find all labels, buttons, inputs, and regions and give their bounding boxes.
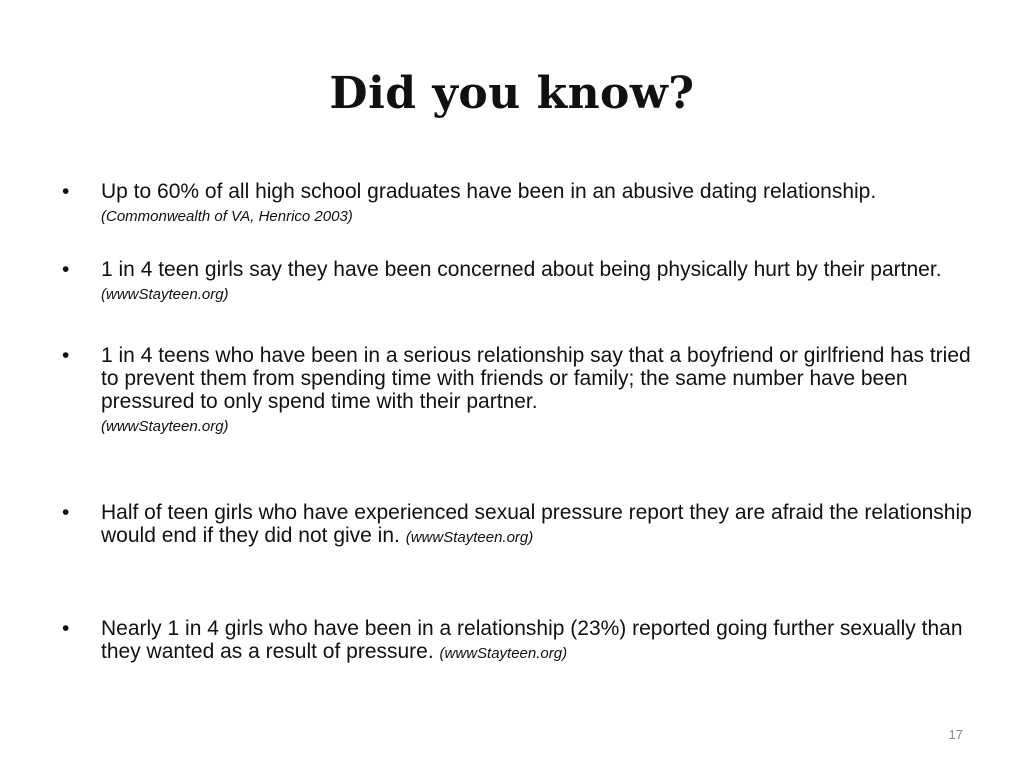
bullet-text: Up to 60% of all high school graduates have been in an abusive dating relationship.: [101, 180, 877, 203]
bullet-text: 1 in 4 teens who have been in a serious relationship say that a boyfriend or girlfriend has tried to prevent them from spending time with friends or family; the same number have been pressured to only spend time with their partner.: [101, 344, 971, 413]
slide-title: Did you know?: [329, 68, 695, 119]
bullet-text: 1 in 4 teen girls say they have been concerned about being physically hurt by their partner.: [101, 258, 942, 281]
bullet-item: [62, 617, 982, 665]
bullet-text: Half of teen girls who have experienced sexual pressure report they are afraid the relationship would end if they did not give in.: [101, 501, 972, 547]
bullet-source: (wwwStayteen.org): [439, 645, 568, 662]
bullet-item: [62, 344, 982, 438]
bullet-source: (Commonwealth of VA, Henrico 2003): [101, 208, 353, 225]
bullet-list: [62, 180, 982, 665]
bullet-item: [62, 501, 982, 549]
bullet-item: [62, 180, 982, 228]
bullet-source: (wwwStayteen.org): [405, 529, 534, 546]
bullet-source: (wwwStayteen.org): [101, 418, 229, 435]
bullet-text: Nearly 1 in 4 girls who have been in a relationship (23%) reported going further sexually than they wanted as a result of pressure.: [101, 617, 963, 663]
page-number: 17: [948, 727, 963, 742]
bullet-source: (wwwStayteen.org): [101, 286, 229, 303]
bullet-item: [62, 258, 982, 306]
